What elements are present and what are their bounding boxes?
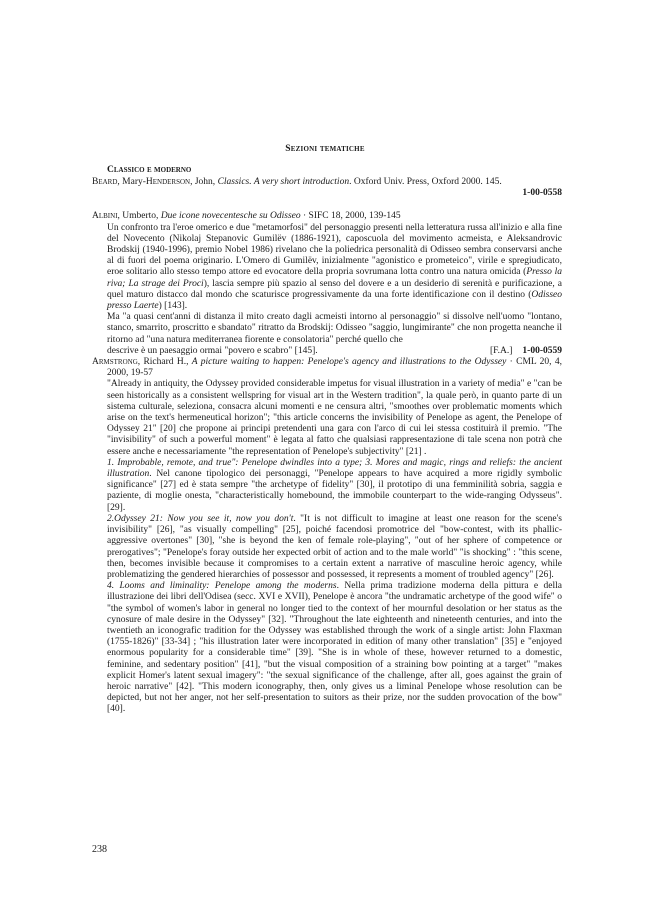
- abstract-paragraph: Un confronto tra l'eroe omerico e due "metamorfosi" del personaggio presenti nella letteratura russa all'inizio e alla fine del Novecento (Nikolaj Stepanovic Gumilëv (1886-1921), caposcuola del movimento acmeista, e Aleksandrovic Brodskij (1940-1996), premio Nobel 1986) rivelano che la poliedrica personalità di Odisseo sembra conservarsi anche al di fuori del poema originario. L'Omero di Gumilëv, inizialmente "agonistico e prometeico", virile e spregiudicato, eroe solitario allo stesso tempo attore ed evocatore della propria sovrumana lotta contro una natura omicida (Presso la riva; La strage dei Proci), lascia sempre più spazio al senso del dovere e a un desiderio di serenità e purificazione, a quel maturo distacco dal mondo che scaturisce progressivamente da una forte identificazione con il destino (Odisseo presso Laerte) [143].: [107, 222, 563, 312]
- entry-header: Albini, Umberto, Due icone novecentesche su Odisseo · SIFC 18, 2000, 139-145: [92, 211, 401, 222]
- publication-info: · SIFC 18, 2000, 139-145: [300, 211, 401, 222]
- entry-header: Beard, Mary-Henderson, John, Classics. A very short introduction. Oxford Univ. Press, Oxford 2000. 145.: [92, 177, 502, 187]
- reference-number: 1-00-0558: [522, 188, 562, 199]
- publication-info: . Oxford Univ. Press, Oxford 2000. 145.: [349, 177, 502, 187]
- work-title: Due icone novecentesche su Odisseo: [160, 211, 301, 222]
- author-name: Henderson: [145, 177, 191, 187]
- bibliography-entry: [92, 177, 562, 199]
- author-name: Albini: [92, 211, 118, 222]
- publication-info: · CML 20, 4, 2000, 19-57: [107, 357, 563, 379]
- reviewer-initials: [F.A.]: [489, 345, 513, 356]
- abstract-paragraph: 2.Odyssey 21: Now you see it, now you don't. "It is not difficult to imagine at least one reason for the scene's invisibility" [26], "as visually compelling" [25], poiché facendosi promotrice del "bow-contest, with its phallic-aggressive overtones" [30], "she is beyond the ken of female role-playing", "out of her sphere of competence or prerogatives"; "Penelope's foray outside her expected orbit of action and to the male world" "is shocking" : "this scene, then, becomes invisible because it compromises to a certain extent a narrative of masculine heroic agency, while problematizing the gendered hierarchies of possessor and possessed, it represents a moment of troubled agency" [26].: [107, 513, 562, 580]
- section-title: Sezioni tematiche: [285, 144, 365, 154]
- abstract-paragraph: 1. Improbable, remote, and true": Penelope dwindles into a type; 3. Mores and magic, rings and reliefs: the ancient illustration. Nel canone tipologico dei personaggi, "Penelope appears to have acquired a more rigidly symbolic significance" [27] ed è stata sempre "the archetype of fidelity" [30], il prototipo di una femminilità sobria, saggia e paziente, di moglie onesta, "characteristically homebound, the immobile counterpart to the wide-ranging Odysseus". [29].: [107, 457, 562, 513]
- abstract-paragraph: "Already in antiquity, the Odyssey provided considerable impetus for visual illustration in a variety of media" e "can be seen historically as a consistent wellspring for visual art in the Western tradition", la quale però, in quanto parte di un sistema culturale, seleziona, consacra alcuni momenti e ne censura altri, "smoothes over problematic moments which arise on the text's hermeneutical horizon"; "this article concerns the invisibility of Penelope as agent, the Penelope of Odyssey 21" [20] che propone ai principi pretendenti una gara con l'arco di cui lei stessa costituirà il premio. "The "invisibility" of such a powerful moment" è legata al fatto che qualsiasi rappresentazione di tale scena non potrà che essere anche e necessariamente "the representation of Penelope's subjectivity" [21] .: [107, 379, 562, 457]
- bibliography-entry: [92, 211, 562, 357]
- page-number: 238: [92, 844, 107, 855]
- abstract-end-line: descrive è un paesaggio ormai "povero e scabro" [145]. [F.A.] 1-00-0559: [107, 345, 562, 356]
- work-title: A picture waiting to happen: Penelope's agency and illustrations to the Odyssey: [191, 357, 507, 368]
- abstract-paragraph: 4. Looms and liminality: Penelope among the moderns. Nella prima tradizione moderna della pittura e della illustrazione dei libri dell'Odisea (secc. XVI e XVII), Penelope è ancora "the undramatic archetype of the good wife" o "the symbol of women's labor in general no longer tied to the context of her mournful desolation or her status as the cynosure of male desire in the Odyssey" [32]. "Throughout the late eighteenth and nineteenth centuries, and into the twentieth an iconografic tradition for the Odyssey was established through the work of a single artist: John Flaxman (1755-1826)" [33-34] ; "his illustration later were incorporated in edition of many other translation" [35] e "enjoyed enormous popularity for a considerable time" [39]. "She is in whole of these, however returned to a domestic, feminine, and sedentary position" [41], "but the visual composition of a straining bow pointing at a target" "makes explicit Homer's latent sexual imagery": "the sexual significance of the challenge, after all, goes against the grain of heroic narrative" [42]. "This modern iconography, then, only gives us a liminal Penelope whose resolution can be depicted, but not her anger, not her self-presentation to suitors as their prize, nor the sudden provocation of the bow" [40].: [107, 581, 563, 715]
- bibliography-entry: [92, 357, 562, 716]
- entry-header: Armstrong, Richard H., A picture waiting to happen: Penelope's agency and illustrations to the Odyssey · CML 20, 4, 2000, 19-57: [92, 357, 563, 379]
- abstract-paragraph: Ma "a quasi cent'anni di distanza il mito creato dagli acmeisti intorno al personaggio" si dissolve nell'uomo "lontano, stanco, smarrito, proscritto e sbandato" ritratto da Brodskij: Odisseo "saggio, lungimirante" che non progetta neanche il ritorno ad "una natura mediterranea fiorente e consolatoria" perché quello che: [107, 312, 562, 345]
- bibliography-content: [92, 165, 562, 716]
- work-title: Classics. A very short introduction: [217, 177, 350, 187]
- reference-number: 1-00-0559: [522, 345, 562, 356]
- author-name: Armstrong: [92, 357, 138, 368]
- author-name: Beard: [92, 177, 118, 187]
- subsection-title: Classico e moderno: [107, 165, 192, 175]
